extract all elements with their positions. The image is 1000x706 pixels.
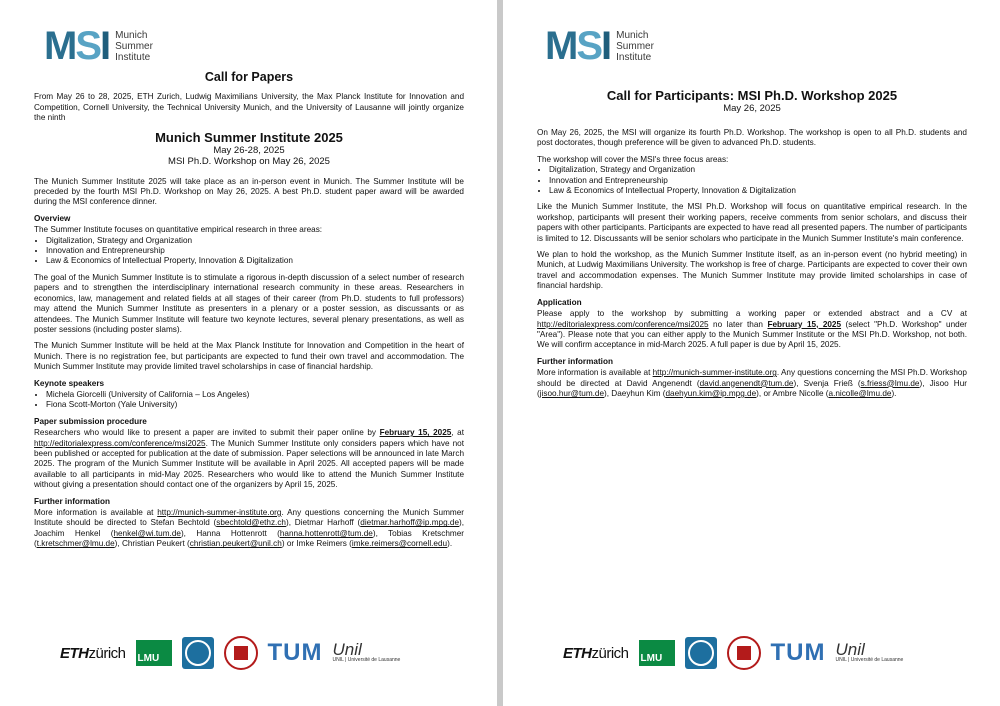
- logo-word: Summer: [115, 40, 153, 52]
- further-info-paragraph: [537, 368, 967, 399]
- page1-body: [34, 72, 464, 556]
- eth-text: zürich: [88, 644, 126, 662]
- further-info-paragraph: [34, 508, 464, 550]
- msi-logo-words: [616, 30, 654, 63]
- text: no later than: [708, 319, 768, 329]
- max-planck-logo: [182, 637, 214, 669]
- msi-logo-mark: MSI: [44, 24, 110, 68]
- email-link[interactable]: christian.peukert@unil.ch: [189, 539, 282, 549]
- submission-paragraph: [34, 428, 464, 490]
- further-info-heading: Further information: [34, 496, 110, 506]
- text: ) or Imke Reimers (: [281, 539, 352, 549]
- msi-logo-words: [115, 30, 153, 63]
- application-paragraph: [537, 309, 967, 351]
- unil-text: Unil: [835, 640, 865, 659]
- page-call-for-participants: [503, 0, 1000, 706]
- max-planck-logo: [685, 637, 717, 669]
- list-item: • Law & Economics of Intellectual Property, Innovation & Digitalization: [46, 256, 464, 266]
- text: ), Dietmar Harhoff (: [285, 518, 361, 528]
- venue-paragraph: The Munich Summer Institute will be held at the Max Planck Institute for Innovation and Competition in the heart of Munich. There is no registration fee, but participants are expected to fund their own travel and accommodation. The Munich Summer Institute may provide limited travel scholarships in case of financial hardship.: [34, 341, 464, 372]
- partner-logos: [60, 636, 400, 670]
- deadline: February 15, 2025: [379, 428, 452, 438]
- unil-text: Unil: [332, 640, 362, 659]
- text: ).: [447, 539, 453, 549]
- text: Researchers who would like to present a paper are invited to submit their paper online by: [34, 428, 380, 438]
- text: ), Hanna Hottenrott (: [180, 528, 280, 538]
- event-dates: May 26-28, 2025: [213, 144, 285, 156]
- list-item: • Digitalization, Strategy and Organization: [549, 165, 967, 175]
- email-link[interactable]: s.friess@lmu.de: [860, 378, 920, 388]
- website-link[interactable]: http://munich-summer-institute.org: [157, 508, 282, 517]
- submission-heading: Paper submission procedure: [34, 416, 147, 426]
- page-call-for-papers: [0, 0, 497, 706]
- eth-text: ETH: [60, 644, 89, 662]
- page-title: Call for Papers: [204, 70, 294, 84]
- workshop-date: MSI Ph.D. Workshop on May 26, 2025: [168, 155, 330, 167]
- eth-logo: [60, 645, 126, 662]
- email-link[interactable]: hanna.hottenrott@tum.de: [279, 528, 373, 538]
- text: ), Svenja Frieß (: [793, 378, 861, 388]
- text: . The Munich Summer Institute only considers papers which have not been published or accepted for publication at the date of submission. Paper selections will be announced in late March 2025. The program of the Munich Summer Institute will be available in April 2025. All accepted papers will be made available to all participants in mid-May 2025. Researchers who would like to attend the Munich Summer Institute without giving a presentation should contact one of the organizers by April 15, 2025.: [34, 438, 464, 490]
- overview-heading: Overview: [34, 213, 71, 223]
- tum-logo: TUM: [267, 639, 323, 666]
- text: ), Christian Peukert (: [114, 539, 190, 549]
- unil-subtext: UNIL | Université de Lausanne: [835, 657, 904, 663]
- text: . Any questions concerning the MSI Ph.D. Workshop should be directed at David Angenendt (: [537, 368, 967, 388]
- list-item: • Michela Giorcelli (University of California – Los Angeles): [46, 390, 464, 400]
- email-link[interactable]: imke.reimers@cornell.edu: [351, 539, 448, 549]
- logo-word: Summer: [616, 40, 654, 52]
- unil-subtext: UNIL | Université de Lausanne: [332, 657, 401, 663]
- further-info-heading: Further information: [537, 356, 613, 366]
- list-item: • Innovation and Entrepreneurship: [46, 246, 464, 256]
- workshop-paragraph: Like the Munich Summer Institute, the MSI Ph.D. Workshop will focus on quantitative empirical research. In the workshop, participants will present their working papers, receive comments from senior scholars, and discuss their papers with other participants. Participants are expected to have read all presented papers. The number of participants is limited to 12. Discussants will be senior scholars who participate in the Munich Summer Institute's main conference.: [537, 202, 967, 243]
- msi-logo: [44, 26, 153, 66]
- email-link[interactable]: a.nicolle@lmu.de: [828, 388, 892, 398]
- website-link[interactable]: http://munich-summer-institute.org: [652, 368, 777, 378]
- page-title: Call for Participants: MSI Ph.D. Workshop 2025: [606, 88, 898, 103]
- text: . Any questions concerning the Munich Summer Institute should be directed to Stefan Bechtold (: [34, 508, 464, 528]
- cornell-seal-logo: [727, 636, 761, 670]
- eth-text: zürich: [591, 644, 629, 662]
- email-link[interactable]: henkel@wi.tum.de: [113, 528, 181, 538]
- areas-intro: The workshop will cover the MSI's three focus areas:: [537, 154, 729, 164]
- msi-logo-mark: MSI: [545, 24, 611, 68]
- venue-paragraph: We plan to hold the workshop, as the Munich Summer Institute itself, as an in-person event (no hybrid meeting) in Munich, at Ludwig Maximilians University. The workshop is free of charge. Participants are expected to cover their own travel and accommodation expenses. The Munich Summer Institute may provide limited scholarships in case of financial hardship.: [537, 250, 967, 291]
- unil-logo: [835, 640, 904, 663]
- text: (select "Ph.D. Workshop" under "Area"). Please note that you can either apply to the Munich Summer Institute or the MSI Ph.D. Workshop, not both. We will confirm acceptance in mid-March 2025. A full paper is due by April 15, 2025.: [537, 319, 967, 350]
- deadline: February 15, 2025: [767, 319, 842, 329]
- text: Please apply to the workshop by submitting a working paper or extended abstract and a CV at: [537, 309, 967, 319]
- focus-areas-list: [537, 165, 967, 196]
- text: ), Daeyhun Kim (: [604, 388, 666, 398]
- partner-logos: [563, 636, 903, 670]
- logo-word: Munich: [115, 29, 148, 41]
- intro-paragraph: On May 26, 2025, the MSI will organize its fourth Ph.D. Workshop. The workshop is open to all Ph.D. students and post doctorates, though preference will be given to advanced Ph.D. students.: [537, 128, 967, 148]
- text: ), Jisoo Hur (: [537, 378, 967, 398]
- email-link[interactable]: t.kretschmer@lmu.de: [36, 539, 115, 549]
- lmu-text: LMU: [640, 653, 663, 664]
- intro-paragraph: From May 26 to 28, 2025, ETH Zurich, Ludwig Maximilians University, the Max Planck Institute for Innovation and Competition, Cornell University, the Technical University Munich, and the University of Lausanne will jointly organize the ninth: [34, 92, 464, 123]
- overview-intro: The Summer Institute focuses on quantitative empirical research in three areas:: [34, 225, 323, 235]
- lmu-logo: [639, 640, 675, 666]
- focus-areas-list: [34, 236, 464, 267]
- keynote-list: [34, 390, 464, 411]
- lmu-logo: [136, 640, 172, 666]
- keynote-heading: Keynote speakers: [34, 378, 105, 388]
- eth-text: ETH: [563, 644, 592, 662]
- workshop-date: May 26, 2025: [723, 103, 781, 114]
- text: ).: [891, 388, 897, 398]
- text: ), Tobias Kretschmer (: [34, 528, 464, 549]
- text: ), or Ambre Nicolle (: [756, 388, 829, 398]
- eth-logo: [563, 645, 629, 662]
- lmu-text: LMU: [137, 653, 160, 664]
- text: More information is available at: [537, 368, 653, 378]
- email-link[interactable]: david.angenendt@tum.de: [699, 378, 794, 388]
- list-item: • Innovation and Entrepreneurship: [549, 176, 967, 186]
- text: More information is available at: [34, 508, 158, 517]
- goal-paragraph: The goal of the Munich Summer Institute is to stimulate a rigorous in-depth discussion of a select number of research papers and to strengthen the interdisciplinary international research community in these areas. Researchers in economics, law, management and related fields at all stages of their career (from Ph.D. students to full professors) may attend the Munich Summer Institute as presenters in a plenary or a poster session, as discussants or as attendees. The Munich Summer Institute will feature two keynote lectures, several plenary presentations, as well as poster sessions (including poster slams).: [34, 272, 464, 334]
- logo-word: Institute: [115, 51, 151, 63]
- page2-body: [537, 88, 967, 405]
- email-link[interactable]: sbechtold@ethz.ch: [216, 518, 286, 528]
- text: ), Joachim Henkel (: [34, 518, 465, 538]
- cornell-seal-logo: [224, 636, 258, 670]
- event-title: Munich Summer Institute 2025: [155, 129, 343, 145]
- tum-logo: TUM: [770, 639, 826, 666]
- application-heading: Application: [537, 297, 582, 307]
- list-item: • Digitalization, Strategy and Organization: [46, 236, 464, 246]
- email-link[interactable]: jisoo.hur@tum.de: [539, 388, 605, 398]
- email-link[interactable]: dietmar.harhoff@ip.mpg.de: [360, 518, 459, 528]
- list-item: • Fiona Scott-Morton (Yale University): [46, 400, 464, 410]
- msi-logo: [545, 26, 654, 66]
- unil-logo: [332, 640, 401, 663]
- logo-word: Munich: [616, 29, 649, 41]
- intro-paragraph-2: The Munich Summer Institute 2025 will take place as an in-person event in Munich. The Summer Institute will be preceded by the fourth MSI Ph.D. Workshop on May 26, 2025. A best Ph.D. student paper award will be awarded during the MSI conference dinner.: [34, 176, 464, 207]
- application-link[interactable]: http://editorialexpress.com/conference/msi2025: [537, 319, 709, 329]
- email-link[interactable]: daehyun.kim@ip.mpg.de: [665, 388, 757, 398]
- logo-word: Institute: [616, 51, 652, 63]
- submission-link[interactable]: http://editorialexpress.com/conference/msi2025: [34, 438, 206, 448]
- list-item: • Law & Economics of Intellectual Property, Innovation & Digitalization: [549, 186, 967, 196]
- text: , at: [451, 428, 464, 438]
